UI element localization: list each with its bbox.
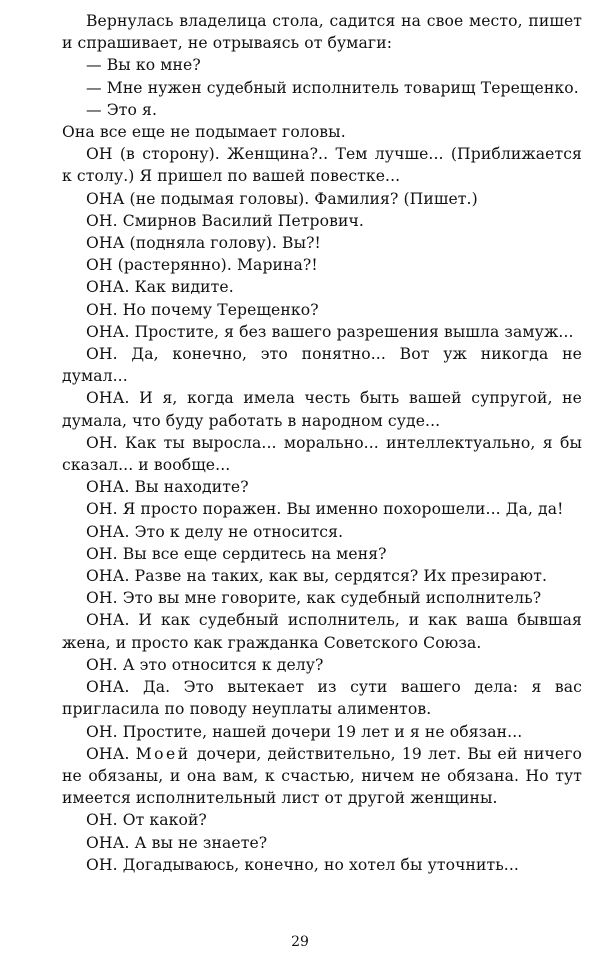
page-number: 29 [291, 934, 309, 950]
paragraph: ОН. Простите, нашей дочери 19 лет и я не обязан... [86, 722, 523, 741]
paragraph: ОН (растерянно). Марина?! [86, 256, 318, 275]
paragraph: ОНА. Как видите. [86, 278, 234, 297]
paragraph: ОН. Вы все еще сердитесь на меня? [86, 544, 387, 563]
paragraph: Она все еще не подымает головы. [62, 123, 346, 142]
paragraph: ОНА. И как судебный исполнитель, и как ваша бывшая жена, и просто как гражданка Советского Союза. [62, 611, 582, 652]
paragraph: ОНА. А вы не знаете? [86, 833, 268, 852]
paragraph: ОНА. Разве на таких, как вы, сердятся? Их презирают. [86, 567, 548, 586]
paragraph: ОНА. И я, когда имела честь быть вашей супругой, не думала, что буду работать в народном суде... [62, 389, 582, 430]
paragraph: ОН (в сторону). Женщина?.. Тем лучше... (Приближается к столу.) Я пришел по вашей повестке... [62, 145, 582, 186]
paragraph: ОН. Смирнов Василий Петрович. [86, 211, 364, 230]
paragraph: ОН. Это вы мне говорите, как судебный исполнитель? [86, 589, 542, 608]
paragraph: ОН. Да, конечно, это понятно... Вот уж никогда не думал... [62, 345, 582, 386]
paragraph: — Вы ко мне? [86, 56, 201, 75]
paragraph: ОНА. Простите, я без вашего разрешения вышла замуж... [86, 322, 574, 341]
paragraph: ОНА (подняла голову). Вы?! [86, 234, 321, 253]
emphasized-word: Моей [135, 744, 191, 763]
paragraph: ОН. Но почему Терещенко? [86, 300, 319, 319]
paragraph: ОН. Догадываюсь, конечно, но хотел бы уточнить... [86, 855, 519, 874]
page-text [62, 10, 582, 876]
paragraph: ОНА (не подымая головы). Фамилия? (Пишет.) [86, 189, 478, 208]
paragraph-emphasis [62, 743, 582, 810]
paragraph: ОН. Как ты выросла... морально... интеллектуально, я бы сказал... и вообще... [62, 433, 582, 475]
paragraph: ОН. От какой? [86, 811, 207, 830]
speaker-label: ОНА. [86, 744, 136, 763]
paragraph: ОНА. Это к делу не относится. [86, 522, 344, 541]
paragraph: ОНА. Да. Это вытекает из сути вашего дела: я вас пригласила по поводу неуплаты алиментов. [62, 678, 582, 719]
paragraph-rest: дочери, действительно, 19 лет. Вы ей ничего не обязаны, и она вам, к счастью, ничем не обязана. Но тут имеется исполнительный лист от другой женщины. [62, 744, 582, 808]
paragraph: ОНА. Вы находите? [86, 478, 249, 497]
paragraph: — Это я. [86, 100, 158, 119]
paragraph: — Мне нужен судебный исполнитель товарищ Терещенко. [86, 78, 579, 97]
paragraph: ОН. Я просто поражен. Вы именно похорошели... Да, да! [86, 500, 564, 519]
paragraph: ОН. А это относится к делу? [86, 655, 324, 674]
paragraph: Вернулась владелица стола, садится на свое место, пишет и спрашивает, не отрываясь от бумаги: [62, 12, 582, 53]
